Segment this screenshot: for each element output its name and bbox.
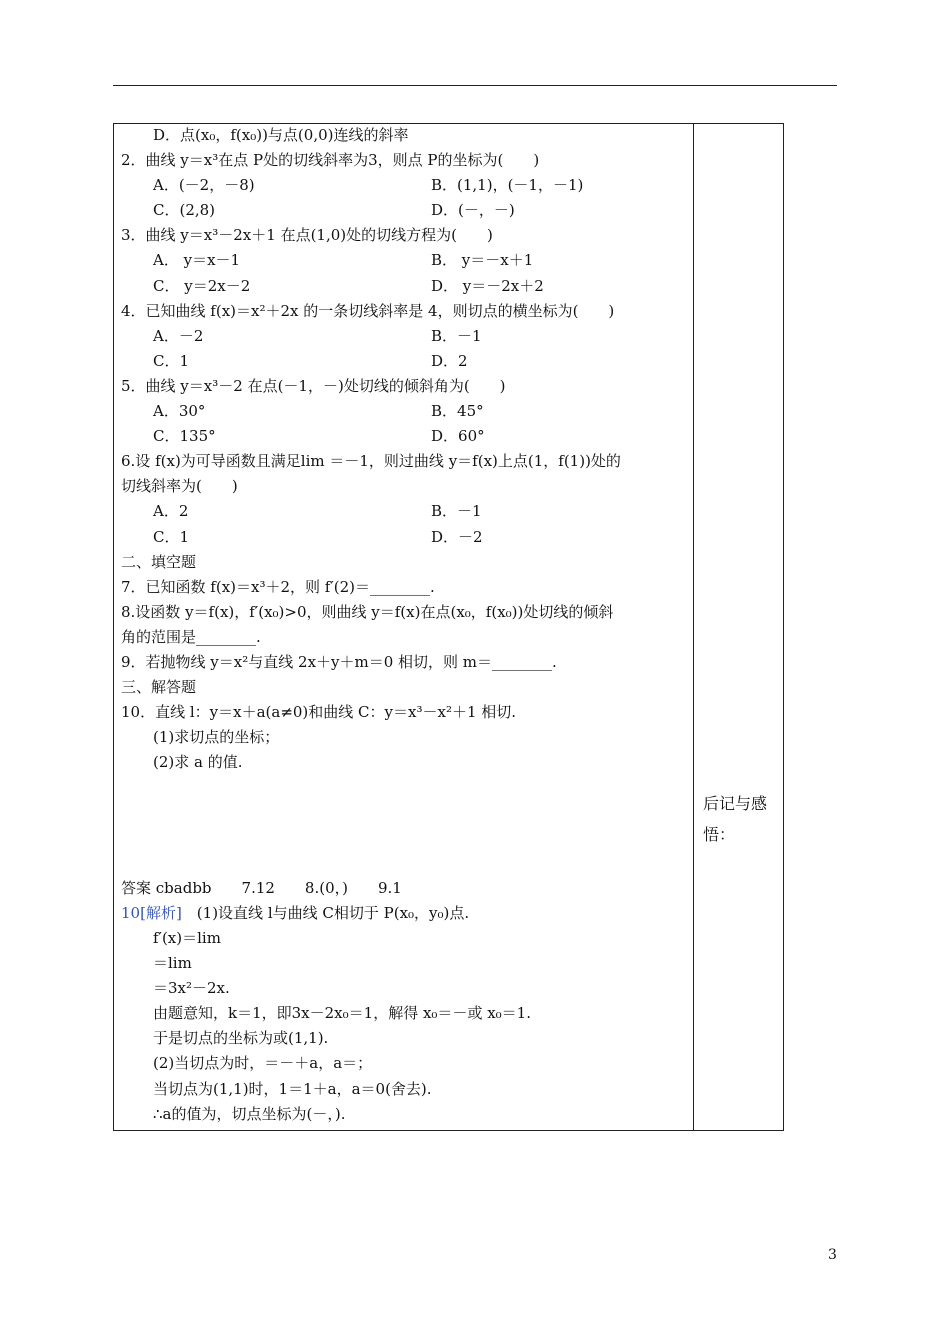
option: A．30° [153,402,206,421]
solution-line: 当切点为(1,1)时，1＝1＋a，a＝0(舍去). [153,1079,432,1098]
q6-options-row [121,525,689,550]
afterword-label: 后记与感悟： [703,794,768,844]
page-number: 3 [828,1247,837,1263]
question-8: 8.设函数 y＝f(x)，f′(x₀)>0，则曲线 y＝f(x)在点(x₀，f(x₀))处切线的倾斜 [121,602,614,621]
solution-text: (1)设直线 l与曲线 C相切于 P(x₀，y₀)点. [181,903,470,922]
q2-options-row [121,173,689,198]
solution-line: ∴a的值为，切点坐标为(－，). [153,1104,346,1123]
option: A．(－2，－8) [153,176,255,195]
option: A． y＝x－1 [153,251,241,270]
option: B．－1 [431,502,482,521]
question-10-part-1: (1)求切点的坐标； [153,728,280,747]
q2-options-row [121,198,689,223]
main-column [121,123,689,1127]
question-5: 5．曲线 y＝x³－2 在点(－1，－)处切线的倾斜角为( ) [121,376,506,395]
solution-line: ＝3x²－2x. [153,979,230,998]
option: D．2 [431,351,468,370]
question-3: 3．曲线 y＝x³－2x＋1 在点(1,0)处的切线方程为( ) [121,226,493,245]
option: C．1 [153,527,190,546]
question-6: 6.设 f(x)为可导函数且满足lim ＝－1，则过曲线 y＝f(x)上点(1，f(1))处的 [121,452,621,471]
question-8-cont: 角的范围是________. [121,627,261,646]
question-7: 7．已知函数 f(x)＝x³＋2，则 f′(2)＝________. [121,577,435,596]
q5-options-row [121,424,689,449]
question-10: 10．直线 l：y＝x＋a(a≠0)和曲线 C：y＝x³－x²＋1 相切. [121,703,517,722]
option: C．(2,8) [153,201,216,220]
question-6-cont: 切线斜率为( ) [121,477,238,496]
section-fill-blank: 二、填空题 [121,552,197,571]
q3-options-row [121,274,689,299]
q1-option-d: D．点(x₀，f(x₀))与点(0,0)连线的斜率 [153,126,409,144]
option: C． y＝2x－2 [153,276,251,295]
solution-label: 10[解析] [121,903,182,922]
option: D． y＝－2x＋2 [431,276,544,295]
option: B．45° [431,402,484,421]
q3-options-row [121,248,689,273]
solution-line: ＝lim [153,954,192,973]
column-divider [693,123,694,1131]
solution-line: 于是切点的坐标为或(1,1). [153,1029,329,1048]
solution-line: (2)当切点为时，＝－＋a，a＝； [153,1054,373,1073]
solution-heading [121,901,689,926]
option: D．(－，－) [431,201,515,220]
section-answer: 三、解答题 [121,678,197,697]
option: D．60° [431,427,485,446]
question-10-part-2: (2)求 a 的值. [153,753,243,772]
q4-options-row [121,324,689,349]
q6-options-row [121,499,689,524]
q5-options-row [121,399,689,424]
option: C．135° [153,427,216,446]
header-rule [113,85,837,86]
question-2: 2．曲线 y＝x³在点 P处的切线斜率为3，则点 P的坐标为( ) [121,151,540,170]
question-9: 9．若抛物线 y＝x²与直线 2x＋y＋m＝0 相切，则 m＝________. [121,652,557,671]
option: A．2 [153,502,189,521]
question-4: 4．已知曲线 f(x)＝x²＋2x 的一条切线斜率是 4，则切点的横坐标为( ) [121,301,615,320]
option: B． y＝－x＋1 [431,251,534,270]
option: B．(1,1)，(－1，－1) [431,176,584,195]
answer-key: 答案 cbadbb 7.12 8.(0，) 9.1 [121,878,402,897]
option: D．－2 [431,527,483,546]
option: A．－2 [153,326,204,345]
option: C．1 [153,351,190,370]
q4-options-row [121,349,689,374]
solution-line: f′(x)＝lim [153,929,221,947]
option: B．－1 [431,326,482,345]
solution-line: 由题意知，k＝1，即3x－2x₀＝1，解得 x₀＝－或 x₀＝1. [153,1004,531,1023]
